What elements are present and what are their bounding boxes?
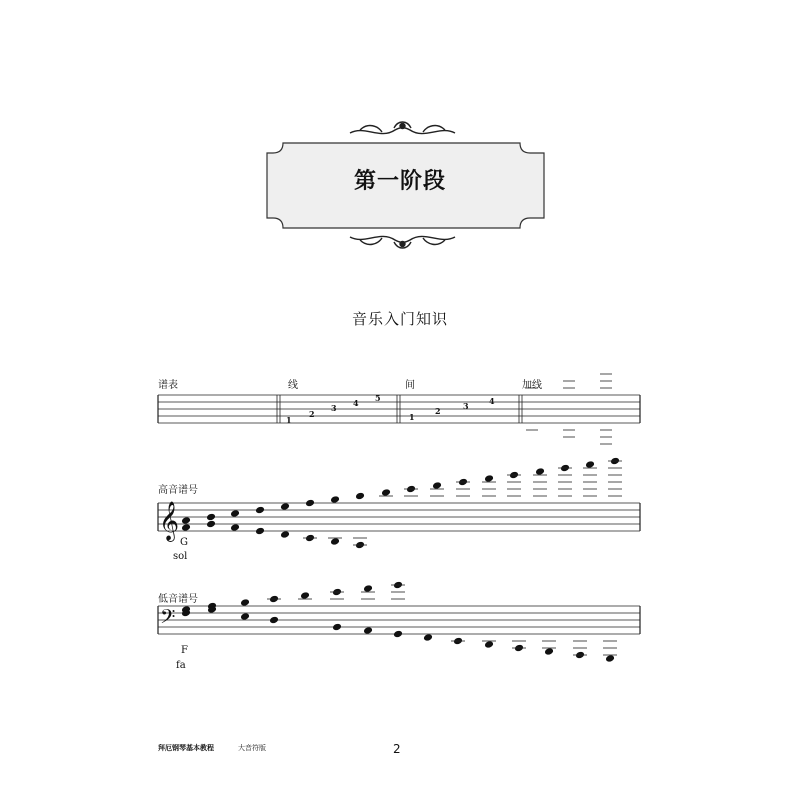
note xyxy=(206,520,216,529)
footer-book-title: 拜厄钢琴基本教程 xyxy=(158,744,214,752)
label-lines: 线 xyxy=(288,380,298,391)
treble-clef-label: 高音谱号 xyxy=(158,485,198,496)
treble-clef-icon: 𝄞 xyxy=(159,501,180,541)
note xyxy=(269,616,279,625)
bass-notes xyxy=(181,581,617,663)
note xyxy=(305,499,315,508)
bass-clef-icon: 𝄢 xyxy=(160,605,176,633)
note xyxy=(355,492,365,501)
note xyxy=(393,630,403,639)
note xyxy=(423,633,433,642)
note xyxy=(206,513,216,522)
note xyxy=(605,654,615,663)
treble-syllable: sol xyxy=(173,551,188,562)
treble-note-letter: G xyxy=(180,537,188,548)
note xyxy=(240,612,250,621)
bass-clef-label: 低音谱号 xyxy=(158,594,198,605)
note xyxy=(230,509,240,518)
treble-staff xyxy=(158,503,640,531)
note xyxy=(280,502,290,511)
note xyxy=(332,623,342,632)
note xyxy=(432,481,442,490)
label-ledger-lines: 加线 xyxy=(522,380,542,391)
note xyxy=(535,467,545,476)
bass-note-letter: F xyxy=(181,645,188,656)
section-subtitle: 音乐入门知识 xyxy=(351,310,448,328)
label-spaces: 间 xyxy=(405,380,415,391)
line-number: 2 xyxy=(309,409,315,419)
note xyxy=(181,523,191,532)
line-number: 4 xyxy=(353,398,359,408)
space-number: 2 xyxy=(435,406,441,416)
bass-staff xyxy=(158,606,640,634)
note xyxy=(544,647,554,656)
line-number: 5 xyxy=(375,393,381,403)
note xyxy=(240,598,250,607)
note xyxy=(181,516,191,525)
note xyxy=(381,488,391,497)
note xyxy=(255,527,265,536)
stage-title: 第一阶段 xyxy=(353,169,446,194)
line-number: 3 xyxy=(331,403,337,413)
note xyxy=(585,460,595,469)
note xyxy=(330,537,340,546)
label-staff: 谱表 xyxy=(158,380,178,391)
note xyxy=(255,506,265,515)
staff-diagram xyxy=(158,395,640,423)
page-number: 2 xyxy=(393,742,401,756)
note xyxy=(300,591,310,600)
space-number: 1 xyxy=(409,412,415,422)
note xyxy=(330,495,340,504)
note xyxy=(363,584,373,593)
note xyxy=(230,523,240,532)
note xyxy=(280,530,290,539)
note xyxy=(484,640,494,649)
space-number: 4 xyxy=(489,396,495,406)
line-number: 1 xyxy=(286,415,292,425)
note xyxy=(484,474,494,483)
bass-syllable: fa xyxy=(176,660,186,671)
footer-edition: 大音符版 xyxy=(238,744,266,752)
note xyxy=(363,626,373,635)
space-number: 3 xyxy=(463,401,469,411)
